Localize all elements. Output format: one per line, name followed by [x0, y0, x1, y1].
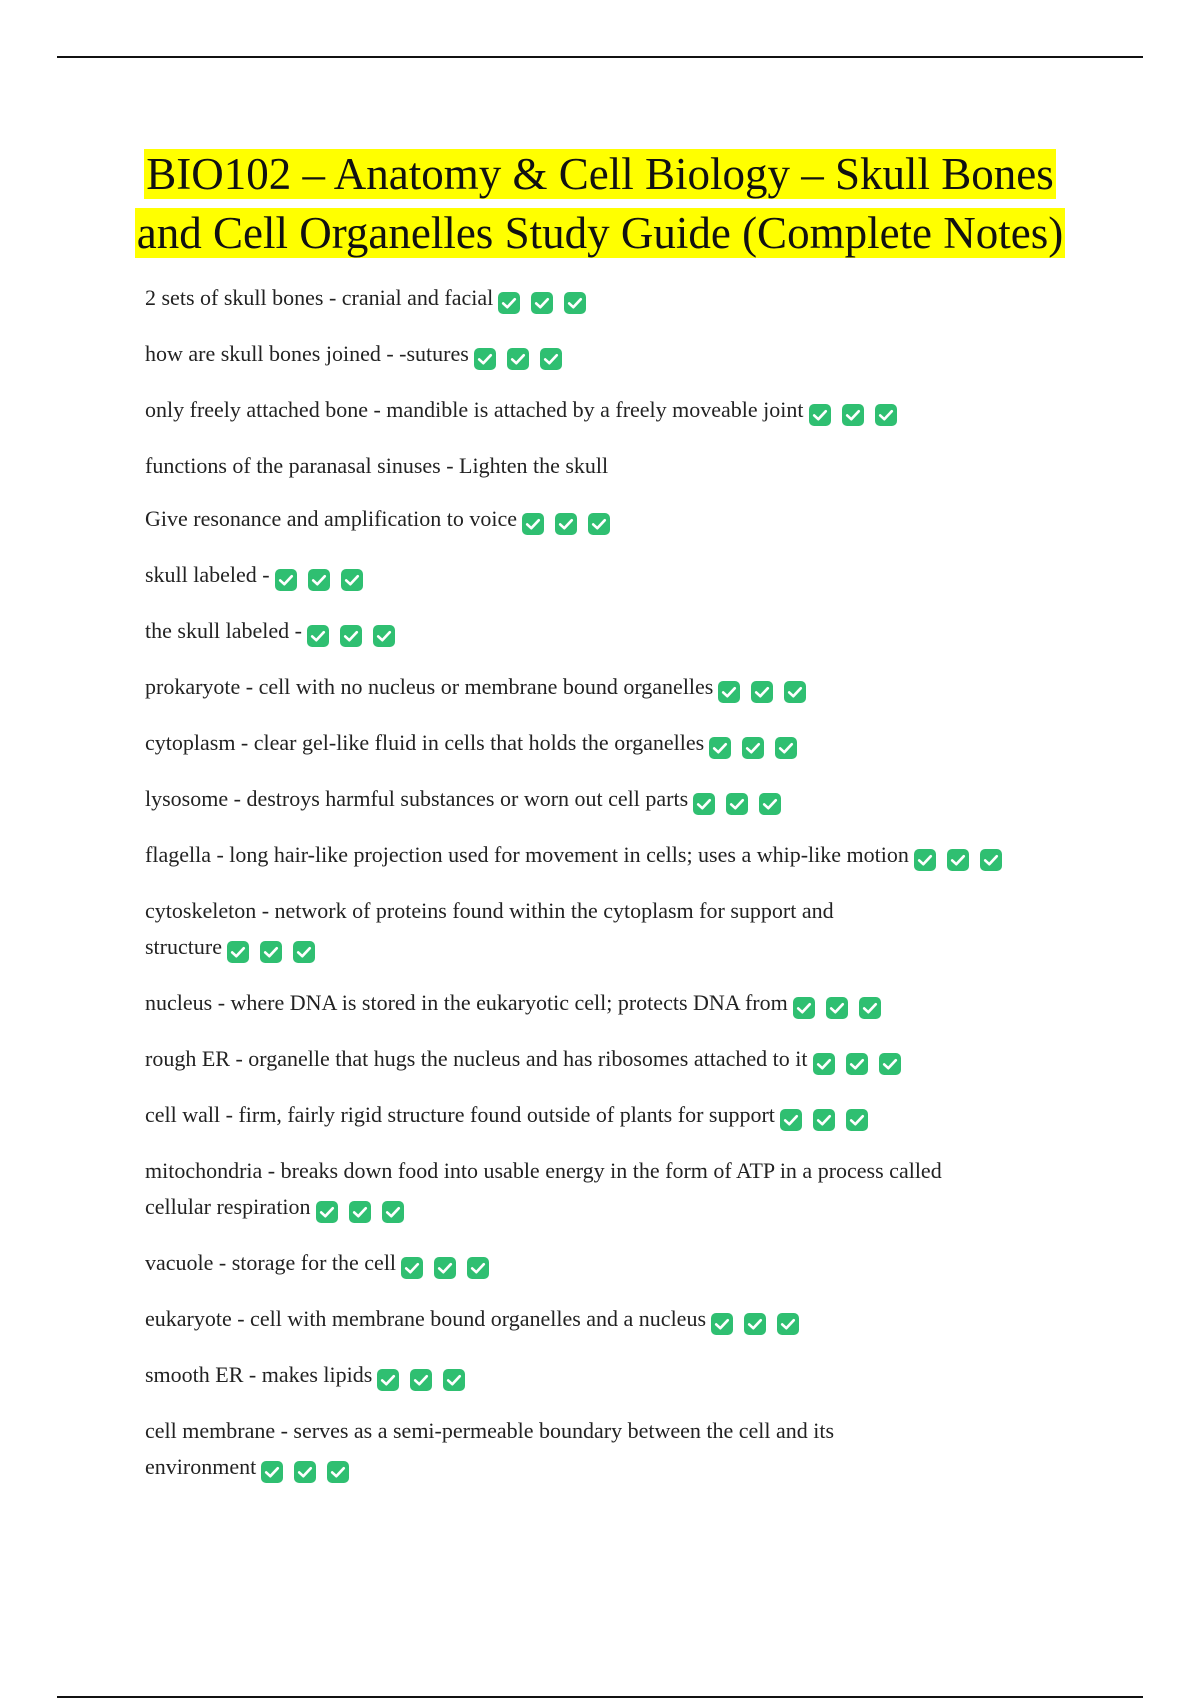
check-mark-icon: [710, 1312, 734, 1336]
page-title-line-2: and Cell Organelles Study Guide (Complete Notes): [136, 208, 1064, 258]
check-mark-icon: [812, 1052, 836, 1076]
check-marks: [775, 1100, 869, 1136]
note-item: [145, 1153, 1145, 1228]
check-mark-icon: [400, 1256, 424, 1280]
check-mark-icon: [466, 1256, 490, 1280]
note-text-continued: structure: [145, 934, 222, 959]
note-text: rough ER - organelle that hugs the nucleus and has ribosomes attached to it: [145, 1046, 808, 1071]
check-mark-icon: [878, 1052, 902, 1076]
check-mark-icon: [758, 792, 782, 816]
note-item: [145, 392, 1145, 431]
note-text-continued: environment: [145, 1454, 257, 1479]
check-mark-icon: [226, 940, 250, 964]
check-mark-icon: [812, 1108, 836, 1132]
check-marks: [256, 1452, 350, 1488]
note-item: [145, 781, 1145, 820]
check-mark-icon: [841, 403, 865, 427]
check-mark-icon: [306, 624, 330, 648]
check-mark-icon: [708, 736, 732, 760]
check-marks: [270, 560, 364, 596]
check-mark-icon: [717, 680, 741, 704]
check-marks: [808, 1044, 902, 1080]
note-item: [145, 1097, 1145, 1136]
note-text: cytoplasm - clear gel-like fluid in cells that holds the organelles: [145, 730, 705, 755]
note-item: [145, 985, 1145, 1024]
note-text: nucleus - where DNA is stored in the eukaryotic cell; protects DNA from: [145, 990, 788, 1015]
note-item: [145, 448, 1145, 484]
note-text: prokaryote - cell with no nucleus or membrane bound organelles: [145, 674, 714, 699]
check-mark-icon: [315, 1200, 339, 1224]
check-mark-icon: [326, 1460, 350, 1484]
check-mark-icon: [530, 291, 554, 315]
note-item: [145, 1301, 1145, 1340]
page-title-line-1: BIO102 – Anatomy & Cell Biology – Skull Bones: [146, 149, 1054, 199]
note-item: [145, 501, 1145, 540]
note-item: [145, 280, 1145, 319]
top-rule: [57, 56, 1143, 58]
check-marks: [222, 932, 316, 968]
check-mark-icon: [783, 680, 807, 704]
note-item: [145, 1041, 1145, 1080]
check-marks: [688, 784, 782, 820]
note-item: [145, 837, 1145, 876]
check-mark-icon: [750, 680, 774, 704]
check-marks: [713, 672, 807, 708]
notes-list: [145, 280, 1145, 1505]
check-marks: [706, 1304, 800, 1340]
check-mark-icon: [692, 792, 716, 816]
check-mark-icon: [497, 291, 521, 315]
bottom-rule: [57, 1696, 1143, 1698]
check-mark-icon: [845, 1052, 869, 1076]
check-marks: [396, 1248, 490, 1284]
note-text: skull labeled -: [145, 562, 270, 587]
check-mark-icon: [293, 1460, 317, 1484]
check-mark-icon: [792, 996, 816, 1020]
title-block: [100, 145, 1100, 263]
note-text: smooth ER - makes lipids: [145, 1362, 373, 1387]
note-text: eukaryote - cell with membrane bound organelles and a nucleus: [145, 1306, 707, 1331]
check-mark-icon: [506, 347, 530, 371]
check-marks: [517, 504, 611, 540]
check-mark-icon: [433, 1256, 457, 1280]
note-text: only freely attached bone - mandible is attached by a freely moveable joint: [145, 397, 804, 422]
note-text: lysosome - destroys harmful substances or worn out cell parts: [145, 786, 689, 811]
check-mark-icon: [913, 848, 937, 872]
note-text: Give resonance and amplification to voice: [145, 506, 518, 531]
check-mark-icon: [339, 624, 363, 648]
note-text: functions of the paranasal sinuses - Lighten the skull: [145, 453, 609, 478]
note-item: [145, 557, 1145, 596]
check-mark-icon: [521, 512, 545, 536]
check-mark-icon: [292, 940, 316, 964]
note-item: [145, 725, 1145, 764]
check-marks: [804, 395, 898, 431]
check-marks: [493, 283, 587, 319]
check-mark-icon: [874, 403, 898, 427]
note-item: [145, 669, 1145, 708]
note-text-continued: cellular respiration: [145, 1194, 311, 1219]
note-text: the skull labeled -: [145, 618, 303, 643]
check-mark-icon: [946, 848, 970, 872]
check-mark-icon: [774, 736, 798, 760]
note-text: flagella - long hair-like projection used for movement in cells; uses a whip-like motion: [145, 842, 909, 867]
check-mark-icon: [274, 568, 298, 592]
note-text: vacuole - storage for the cell: [145, 1250, 397, 1275]
check-mark-icon: [307, 568, 331, 592]
note-text: cell wall - firm, fairly rigid structure found outside of plants for support: [145, 1102, 775, 1127]
note-text: cell membrane - serves as a semi-permeable boundary between the cell and its: [145, 1418, 835, 1443]
check-mark-icon: [376, 1368, 400, 1392]
check-mark-icon: [381, 1200, 405, 1224]
check-mark-icon: [372, 624, 396, 648]
check-marks: [372, 1360, 466, 1396]
check-mark-icon: [348, 1200, 372, 1224]
check-marks: [302, 616, 396, 652]
check-mark-icon: [779, 1108, 803, 1132]
check-mark-icon: [409, 1368, 433, 1392]
check-marks: [704, 728, 798, 764]
note-item: [145, 1357, 1145, 1396]
check-mark-icon: [340, 568, 364, 592]
check-mark-icon: [563, 291, 587, 315]
note-item: [145, 893, 1145, 968]
check-mark-icon: [858, 996, 882, 1020]
note-item: [145, 1245, 1145, 1284]
check-mark-icon: [259, 940, 283, 964]
note-item: [145, 336, 1145, 375]
check-mark-icon: [442, 1368, 466, 1392]
check-marks: [311, 1192, 405, 1228]
check-marks: [788, 988, 882, 1024]
note-item: [145, 613, 1145, 652]
check-mark-icon: [539, 347, 563, 371]
note-text: cytoskeleton - network of proteins found within the cytoplasm for support and: [145, 898, 834, 923]
check-mark-icon: [845, 1108, 869, 1132]
check-mark-icon: [808, 403, 832, 427]
check-mark-icon: [587, 512, 611, 536]
check-mark-icon: [473, 347, 497, 371]
check-mark-icon: [979, 848, 1003, 872]
check-mark-icon: [725, 792, 749, 816]
check-mark-icon: [554, 512, 578, 536]
note-text: how are skull bones joined - -sutures: [145, 341, 469, 366]
check-mark-icon: [260, 1460, 284, 1484]
check-marks: [469, 339, 563, 375]
check-marks: [909, 840, 1003, 876]
check-mark-icon: [743, 1312, 767, 1336]
note-item: [145, 1413, 1145, 1488]
check-mark-icon: [825, 996, 849, 1020]
check-mark-icon: [741, 736, 765, 760]
page-title: [100, 145, 1100, 263]
note-text: 2 sets of skull bones - cranial and facial: [145, 285, 494, 310]
note-text: mitochondria - breaks down food into usable energy in the form of ATP in a process called: [145, 1158, 942, 1183]
check-mark-icon: [776, 1312, 800, 1336]
